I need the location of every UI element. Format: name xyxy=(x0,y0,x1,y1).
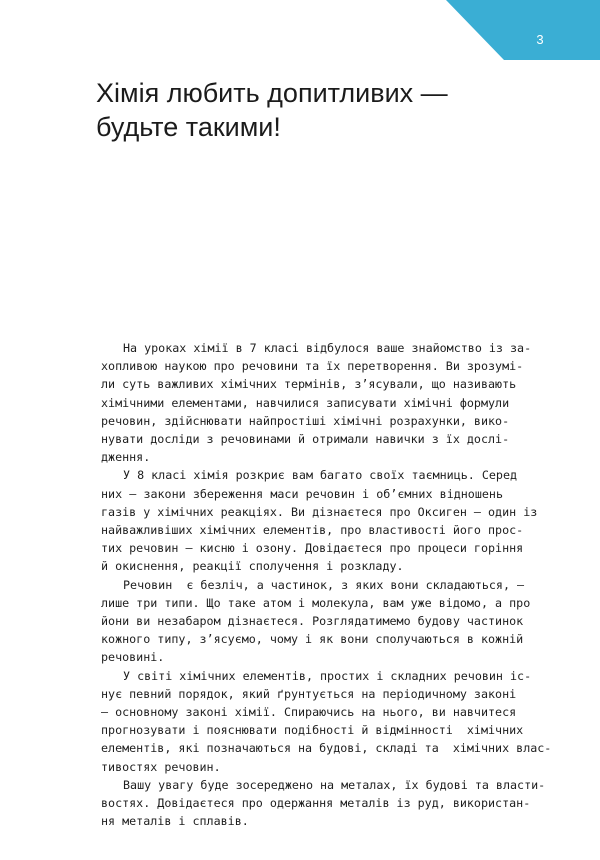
paragraph-line: них — закони збереження маси речовин і об’ємних відношень xyxy=(101,486,503,501)
body-text xyxy=(101,339,552,830)
paragraph-line: ли суть важливих хімічних термінів, з’ясували, що називають xyxy=(101,377,517,392)
paragraph-line: Речовин є безліч, а частинок, з яких вони складаються, — xyxy=(123,577,525,592)
paragraph-line: газів у хімічних реакціях. Ви дізнаєтеся про Оксиген — один із xyxy=(101,504,538,519)
paragraph-line: тих речовин — кисню і озону. Довідаєтеся про процеси горіння xyxy=(101,541,524,556)
paragraph xyxy=(101,776,546,831)
paragraph-line: У 8 класі хімія розкриє вам багато своїх таємниць. Серед xyxy=(123,468,518,483)
paragraph-line: елементів, які позначаються на будові, складі та хімічних влас- xyxy=(101,741,552,756)
paragraph xyxy=(101,466,538,575)
title-line: будьте такими! xyxy=(96,112,281,142)
paragraph-line: речовин, здійснювати найпростіші хімічні розрахунки, вико- xyxy=(101,413,510,428)
paragraph-line: кожного типу, з’ясуємо, чому і як вони сполучаються в кожній xyxy=(101,632,524,647)
paragraph xyxy=(101,339,532,466)
paragraph-line: дження. xyxy=(101,450,151,465)
page-title xyxy=(96,76,536,144)
paragraph-line: нувати досліди з речовинами й отримали навички з їх дослі- xyxy=(101,432,510,447)
paragraph-line: На уроках хімії в 7 класі відбулося ваше знайомство із за- xyxy=(123,341,532,355)
paragraph-line: й окиснення, реакції сполучення і розкладу. xyxy=(101,559,404,574)
paragraph-line: Вашу увагу буде зосереджено на металах, їх будові та власти- xyxy=(123,777,546,792)
page-corner-tab xyxy=(446,0,600,60)
paragraph-line: найважливіших хімічних елементів, про властивості його прос- xyxy=(101,523,524,538)
paragraph xyxy=(101,667,552,776)
paragraph-line: хімічними елементами, навчилися записувати хімічні формули xyxy=(101,395,510,410)
paragraph-line: йони ви незабаром дізнаєтеся. Розглядатимемо будову частинок xyxy=(101,614,524,629)
paragraph-line: хопливою наукою про речовини та їх перетворення. Ви зрозумі- xyxy=(101,359,524,374)
paragraph-line: речовині. xyxy=(101,650,165,665)
paragraph-line: — основному законі хімії. Спираючись на нього, ви навчитеся xyxy=(101,705,517,720)
paragraph-line: ня металів і сплавів. xyxy=(101,814,249,829)
paragraph-line: прогнозувати і пояснювати подібності й відмінності хімічних xyxy=(101,723,524,738)
paragraph-line: лише три типи. Що таке атом і молекула, вам уже відомо, а про xyxy=(101,595,531,610)
paragraph xyxy=(101,576,531,667)
title-line: Хімія любить допитливих — xyxy=(96,78,448,108)
page-number: 3 xyxy=(536,32,544,47)
paragraph-line: тивостях речовин. xyxy=(101,759,221,774)
paragraph-line: нує певний порядок, який ґрунтується на періодичному законі xyxy=(101,686,517,701)
paragraph-line: востях. Довідаєтеся про одержання металів із руд, використан- xyxy=(101,796,531,811)
paragraph-line: У світі хімічних елементів, простих і складних речовин іс- xyxy=(123,668,532,683)
